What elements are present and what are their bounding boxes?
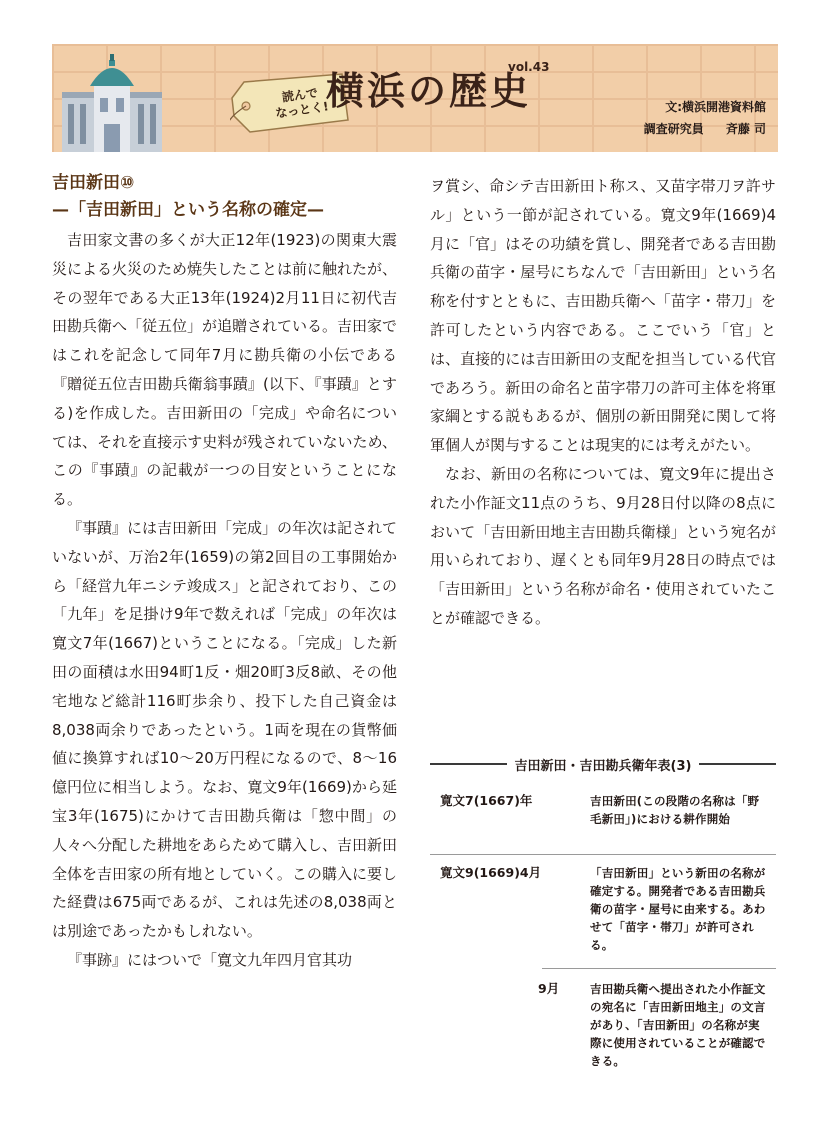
chronology-description: 「吉田新田」という新田の名称が確定する。開発者である吉田勘兵衛の苗字・屋号に由来する。あわせて「苗字・帯刀」が許可される。 (590, 866, 766, 952)
credit-author (644, 118, 766, 140)
author-credit (644, 96, 766, 140)
chronology-date: 9月 (538, 981, 560, 996)
article-subtitle: —「吉田新田」という名称の確定— (52, 200, 324, 220)
chronology-date: 寛文7(1667)年 (440, 793, 533, 808)
tag-line-2: なっとく! (274, 99, 330, 121)
chronology-row (430, 792, 770, 828)
series-title: 横浜の歴史 (326, 68, 532, 113)
row-divider (542, 968, 776, 969)
chronology-description: 吉田勘兵衛へ提出された小作証文の宛名に「吉田新田地主」の文言があり、「吉田新田」の名称が実際に使用されていることが確認できる。 (590, 982, 766, 1068)
chronology-table (430, 754, 776, 1068)
paragraph: 『事蹟』には吉田新田「完成」の年次は記されていないが、万治2年(1659)の第2回目の工事開始から「経営九年ニシテ竣成ス」と記されており、この「九年」を足掛け9年で数えれば「完成」の年次は寛文7年(1667)ということになる。「完成」した新田の面積は水田94町1反・畑20町3反8畝、その他宅地など総計116町歩余り、投下した自己資金は8,038両余りであったという。1両を現在の貨幣価値に換算すれば10〜20万円程になるので、8〜16億円位に相当しよう。なお、寛文9年(1669)から延宝3年(1675)にかけて吉田勘兵衛は「惣中間」の人々へ分配した耕地をあらためて購入し、吉田新田全体を吉田家の所有地としていく。この購入に要した経費は675両であるが、これは先述の8,038両とは別途であったかもしれない。 (52, 518, 398, 941)
article-column-right (430, 172, 776, 633)
paragraph-continued: 『事跡』にはついで「寛文九年四月官其功 (67, 950, 353, 969)
chronology-description: 吉田新田(この段階の名称は「野毛新田」)における耕作開始 (590, 794, 760, 826)
heading-rule-left (430, 763, 507, 765)
chronology-heading (430, 754, 776, 774)
credit-role: 調査研究員 (643, 122, 704, 136)
museum-building-icon (56, 54, 168, 152)
article-column-left (52, 170, 397, 975)
row-divider (430, 854, 776, 855)
credit-name: 斉藤 司 (725, 122, 766, 136)
volume-number: vol.43 (508, 60, 550, 74)
tag-line-1: 読んで (281, 85, 319, 105)
paragraph: 吉田家文書の多くが大正12年(1923)の関東大震災による火災のため焼失したことは前に触れたが、その翌年である大正13年(1924)2月11日に初代吉田勘兵衛へ「従五位」が追贈されている。吉田家ではこれを記念して同年7月に勘兵衛の小伝である『贈従五位吉田勘兵衛翁事蹟』(以下、『事蹟』とする)を作成した。吉田新田の「完成」や命名については、それを直接示す史料が残されていないため、この『事蹟』の記載が一つの目安ということになる。 (52, 231, 398, 509)
heading-rule-right (699, 763, 776, 765)
chronology-date: 寛文9(1669)4月 (440, 865, 542, 880)
chronology-title: 吉田新田・吉田勘兵衛年表(3) (514, 758, 692, 774)
credit-source: 文:横浜開港資料館 (665, 100, 766, 114)
paragraph-continuation: ヲ賞シ、命シテ吉田新田ト称ス、又苗字帯刀ヲ許サル」という一節が記されている。寛文9年(1669)4月に「官」はその功績を賞し、開発者である吉田勘兵衛の苗字・屋号にちなんで「吉田新田」という名称を付すとともに、吉田勘兵衛へ「苗字・帯刀」を許可したという内容である。ここでいう「官」とは、直接的には吉田新田の支配を担当している代官であろう。新田の命名と苗字帯刀の許可主体を将軍家綱とする説もあるが、個別の新田開発に関して将軍個人が関与することは現実的には考えがたい。 (430, 177, 776, 455)
chronology-row (430, 864, 770, 954)
chronology-row (430, 980, 770, 1070)
paragraph: なお、新田の名称については、寛文9年に提出された小作証文11点のうち、9月28日付以降の8点において「吉田新田地主吉田勘兵衛様」という宛名が用いられており、遅くとも同年9月28日の時点では「吉田新田」という名称が命名・使用されていたことが確認できる。 (430, 464, 776, 627)
article-title: 吉田新田⑩ (52, 173, 135, 193)
